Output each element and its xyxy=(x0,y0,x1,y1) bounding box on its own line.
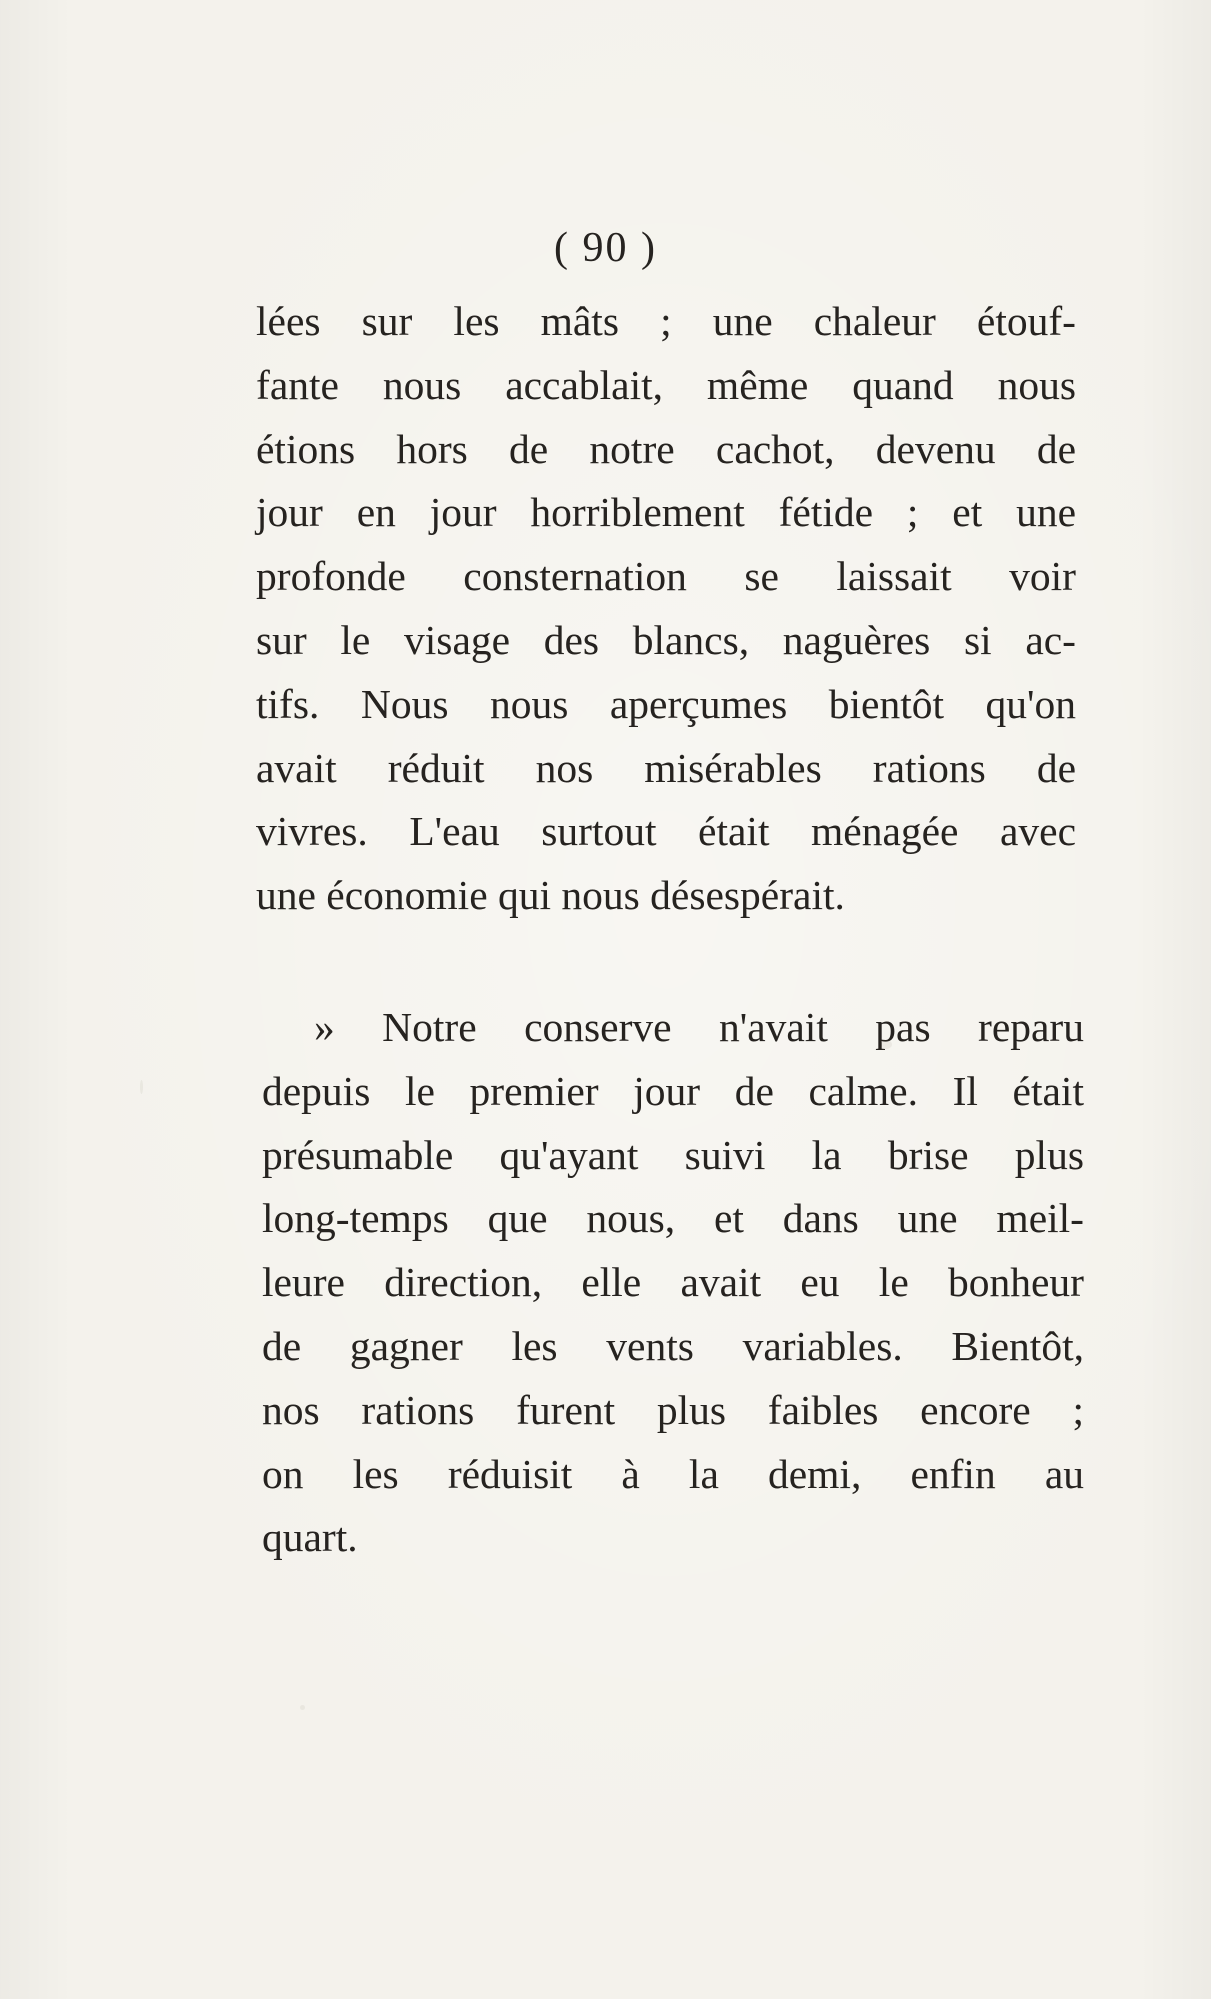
text-line: quart. xyxy=(262,1514,358,1561)
text-line: nos rations furent plus faibles encore ; xyxy=(262,1386,1084,1433)
text-line: présumable qu'ayant suivi la brise plus xyxy=(262,1131,1084,1178)
text-line: une économie qui nous désespérait. xyxy=(256,872,845,919)
text-line: sur le visage des blancs, naguères si ac- xyxy=(256,616,1076,663)
text-line: on les réduisit à la demi, enfin au xyxy=(262,1450,1084,1497)
text-line: tifs. Nous nous aperçumes bientôt qu'on xyxy=(256,680,1076,727)
text-line: jour en jour horriblement fétide ; et une xyxy=(256,489,1076,536)
text-line: long-temps que nous, et dans une meil- xyxy=(262,1195,1084,1242)
paragraph-1 xyxy=(256,290,1076,928)
text-line: fante nous accablait, même quand nous xyxy=(256,361,1076,408)
text-line: leure direction, elle avait eu le bonheur xyxy=(262,1259,1084,1306)
text-line: profonde consternation se laissait voir xyxy=(256,553,1076,600)
text-line: lées sur les mâts ; une chaleur étouf- xyxy=(256,298,1076,344)
paragraph-2 xyxy=(262,996,1084,1570)
text-line: avait réduit nos misérables rations de xyxy=(256,744,1076,791)
paper-speck xyxy=(140,1080,143,1094)
text-line: de gagner les vents variables. Bientôt, xyxy=(262,1322,1084,1369)
text-line: vivres. L'eau surtout était ménagée avec xyxy=(256,808,1076,855)
page-number: ( 90 ) xyxy=(554,225,657,271)
text-line: étions hors de notre cachot, devenu de xyxy=(256,425,1076,472)
text-line: » Notre conserve n'avait pas reparu xyxy=(314,1004,1084,1050)
text-line: depuis le premier jour de calme. Il était xyxy=(262,1067,1084,1114)
paper-speck xyxy=(300,1705,305,1710)
